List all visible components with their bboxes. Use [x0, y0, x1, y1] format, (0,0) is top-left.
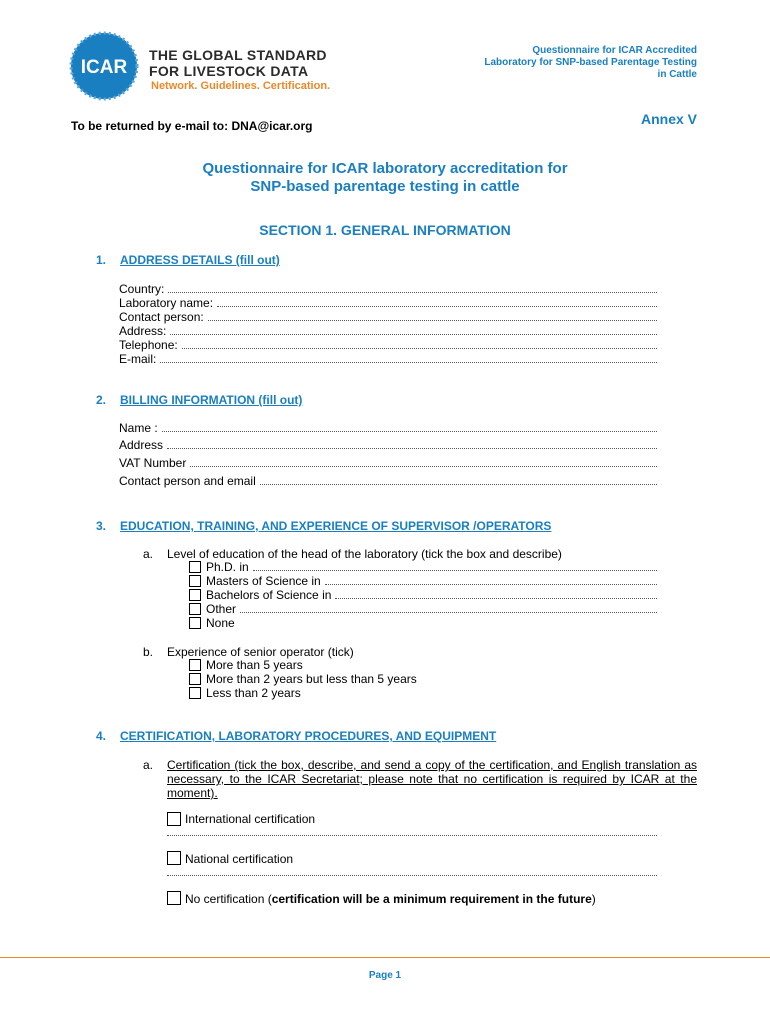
phd-field[interactable]	[206, 560, 657, 574]
section3-heading: EDUCATION, TRAINING, AND EXPERIENCE OF SUPERVISOR /OPERATORS	[120, 519, 552, 533]
logo-line2: FOR LIVESTOCK DATA	[149, 63, 309, 79]
field-label: Laboratory name:	[119, 296, 214, 310]
header-line2: Laboratory for SNP-based Parentage Testing	[484, 57, 697, 68]
field-label: Telephone:	[119, 338, 178, 352]
item-b-marker: b.	[143, 645, 154, 659]
experience-question: Experience of senior operator (tick)	[167, 645, 354, 659]
section3-number: 3.	[96, 519, 107, 533]
option-label: Masters of Science in	[206, 574, 321, 588]
item-a-marker: a.	[143, 547, 154, 561]
section-title: SECTION 1. GENERAL INFORMATION	[259, 222, 511, 238]
less-than-2-years-checkbox[interactable]	[189, 687, 201, 699]
annex-label: Annex V	[640, 111, 697, 127]
laboratory-name-field[interactable]	[119, 296, 657, 310]
vat-number-field[interactable]	[119, 456, 657, 470]
email-field[interactable]	[119, 352, 657, 366]
international-certification-checkbox[interactable]	[167, 812, 181, 826]
section1-heading: ADDRESS DETAILS (fill out)	[120, 253, 280, 267]
other-education-field[interactable]	[206, 602, 657, 616]
contact-person-field[interactable]	[119, 310, 657, 324]
national-certification-input[interactable]	[167, 874, 657, 876]
national-certification-checkbox[interactable]	[167, 851, 181, 865]
certification-instructions: Certification (tick the box, describe, and send a copy of the certification, and English translation as necessary, to the ICAR Secretariat; please note that no certification is required by ICAR at the moment).	[167, 758, 697, 800]
no-cert-prefix: No certification (	[185, 892, 272, 906]
international-certification-label: International certification	[185, 812, 316, 826]
section4-number: 4.	[96, 729, 107, 743]
field-label: Contact person and email	[119, 474, 256, 488]
header-document-title	[437, 45, 697, 81]
more-than-5-years-checkbox[interactable]	[189, 659, 201, 671]
telephone-field[interactable]	[119, 338, 657, 352]
international-certification-input[interactable]	[167, 834, 657, 836]
no-certification-checkbox[interactable]	[167, 891, 181, 905]
section4-heading: CERTIFICATION, LABORATORY PROCEDURES, AND EQUIPMENT	[120, 729, 497, 743]
education-question: Level of education of the head of the laboratory (tick the box and describe)	[167, 547, 562, 561]
masters-field[interactable]	[206, 574, 657, 588]
option-none-label: None	[206, 616, 235, 630]
other-education-checkbox[interactable]	[189, 603, 201, 615]
field-label: Country:	[119, 282, 165, 296]
field-label: VAT Number	[119, 456, 187, 470]
field-label: Address	[119, 438, 164, 452]
item-4a-marker: a.	[143, 758, 154, 772]
no-certification-label	[185, 892, 596, 906]
option-label: Ph.D. in	[206, 560, 249, 574]
header-line1: Questionnaire for ICAR Accredited	[532, 45, 697, 56]
no-cert-note: certification will be a minimum requirement in the future	[271, 892, 592, 906]
page-title-line2: SNP-based parentage testing in cattle	[250, 178, 520, 195]
no-education-checkbox[interactable]	[189, 617, 201, 629]
logo-line1: THE GLOBAL STANDARD	[149, 47, 327, 63]
country-field[interactable]	[119, 282, 657, 296]
less-than-2-years-label: Less than 2 years	[206, 686, 301, 700]
icar-logo-mark	[68, 30, 140, 102]
bachelors-field[interactable]	[206, 588, 657, 602]
no-cert-suffix: )	[591, 892, 596, 906]
section1-number: 1.	[96, 253, 107, 267]
more-than-5-years-label: More than 5 years	[206, 658, 303, 672]
address-field[interactable]	[119, 324, 657, 338]
billing-name-field[interactable]	[119, 421, 657, 435]
2-to-5-years-label: More than 2 years but less than 5 years	[206, 672, 417, 686]
header-line3: in Cattle	[657, 69, 697, 80]
national-certification-label: National certification	[185, 852, 294, 866]
option-label: Bachelors of Science in	[206, 588, 332, 602]
phd-checkbox[interactable]	[189, 561, 201, 573]
page-title-line1: Questionnaire for ICAR laboratory accreditation for	[202, 160, 568, 177]
logo-tagline: Network. Guidelines. Certification.	[151, 80, 331, 92]
footer-divider	[0, 957, 770, 958]
section2-heading: BILLING INFORMATION (fill out)	[120, 393, 303, 407]
field-label: Name :	[119, 421, 158, 435]
option-label: Other	[206, 602, 237, 616]
section2-number: 2.	[96, 393, 107, 407]
billing-address-field[interactable]	[119, 438, 657, 452]
field-label: Address:	[119, 324, 167, 338]
2-to-5-years-checkbox[interactable]	[189, 673, 201, 685]
return-instruction: To be returned by e-mail to: DNA@icar.org	[71, 119, 313, 133]
bachelors-checkbox[interactable]	[189, 589, 201, 601]
billing-contact-field[interactable]	[119, 474, 657, 488]
logo-mark-text: ICAR	[80, 57, 128, 78]
field-label: Contact person:	[119, 310, 204, 324]
masters-checkbox[interactable]	[189, 575, 201, 587]
field-label: E-mail:	[119, 352, 157, 366]
page-number: Page 1	[368, 970, 402, 981]
